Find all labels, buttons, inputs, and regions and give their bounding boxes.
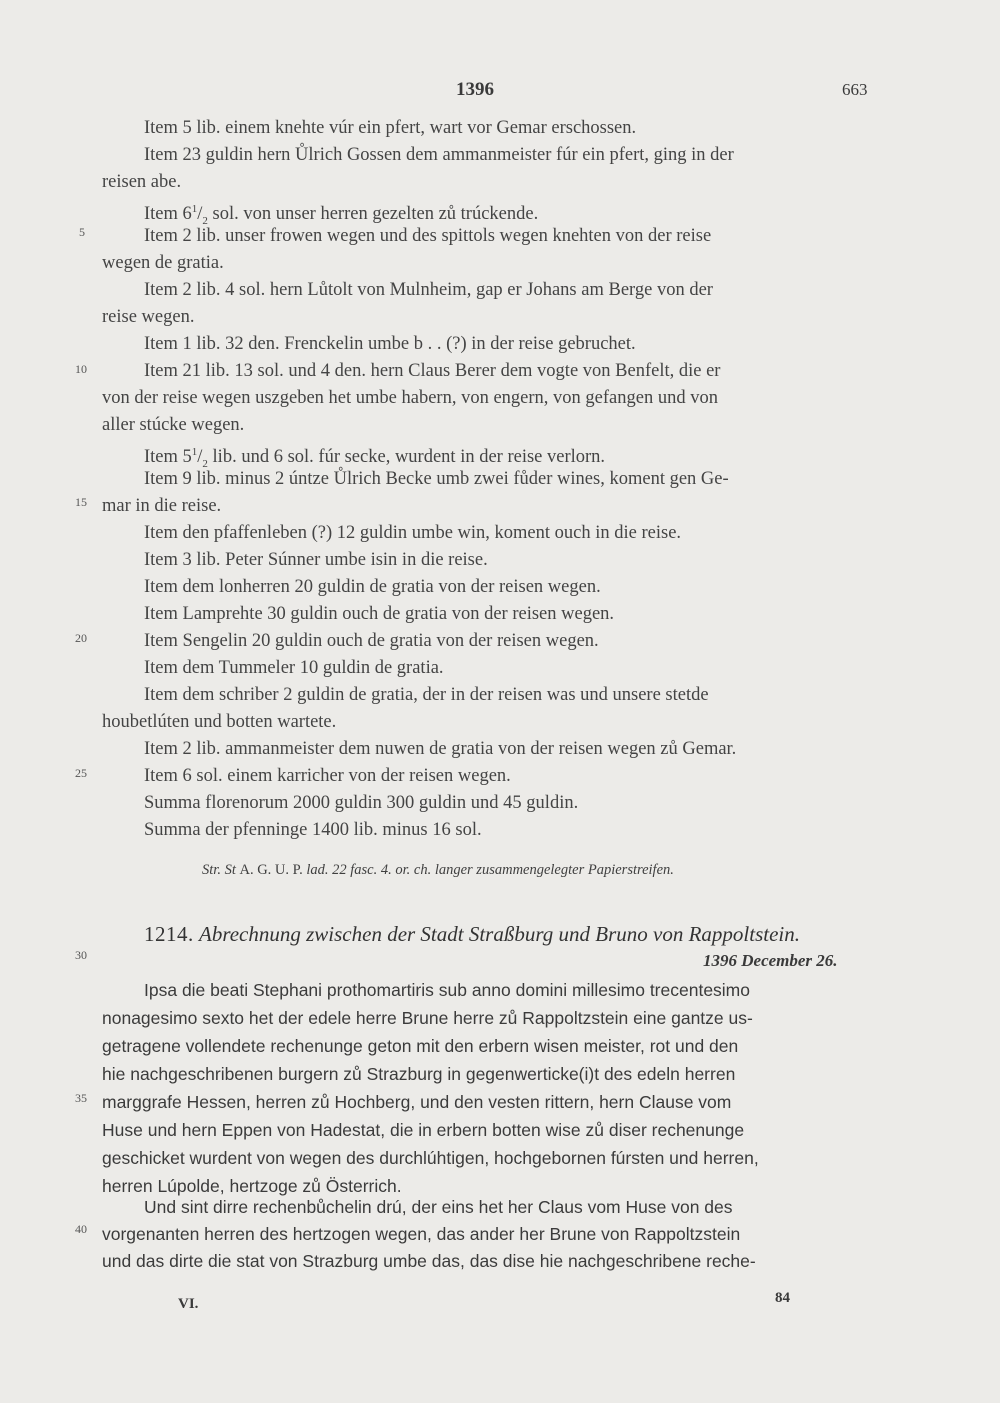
document-text-line: hie nachgeschribenen burgern zů Strazburg in gegenwerticke(i)t des edeln herren: [102, 1064, 736, 1084]
document-text-line: marggrafe Hessen, herren zů Hochberg, und den vesten rittern, hern Clause vom: [102, 1092, 732, 1112]
summa-pfenninge: Summa der pfenninge 1400 lib. minus 16 sol.: [144, 820, 482, 840]
document-text-line: geschicket wurdent von wegen des durchlúhtigen, hochgebornen fúrsten und herren,: [102, 1148, 759, 1168]
line-number: 35: [75, 1091, 87, 1105]
sheet-signature: 84: [775, 1290, 790, 1306]
account-entry: Item 2 lib. unser frowen wegen und des spittols wegen knehten von der reise: [144, 226, 712, 246]
line-number: 15: [75, 495, 87, 509]
account-entry: von der reise wegen uszgeben het umbe habern, von engern, von gefangen und von: [102, 388, 718, 408]
document-text-line: vorgenanten herren des hertzogen wegen, das ander her Brune von Rappoltzstein: [102, 1224, 741, 1244]
account-entry: Item 23 guldin hern Ůlrich Gossen dem ammanmeister fúr ein pfert, ging in der: [144, 145, 734, 165]
account-entry: Item dem schriber 2 guldin de gratia, der in der reisen was und unsere stetde: [144, 685, 709, 705]
account-entry: Item 2 lib. ammanmeister dem nuwen de gratia von der reisen wegen zů Gemar.: [144, 739, 737, 759]
account-entry: Item den pfaffenleben (?) 12 guldin umbe win, koment ouch in die reise.: [144, 523, 682, 543]
account-entry: Item 21 lib. 13 sol. und 4 den. hern Claus Berer dem vogte von Benfelt, die er: [144, 361, 721, 381]
document-heading: [144, 922, 800, 946]
document-text-line: Huse und hern Eppen von Hadestat, die in erbern botten wise zů diser rechenunge: [102, 1120, 745, 1140]
summa-florenorum: Summa florenorum 2000 guldin 300 guldin und 45 guldin.: [144, 793, 579, 813]
line-number: 10: [75, 362, 87, 376]
account-entry: Item 1 lib. 32 den. Frenckelin umbe b . . (?) in der reise gebruchet.: [144, 334, 636, 354]
document-text-line: Ipsa die beati Stephani prothomartiris sub anno domini millesimo trecentesimo: [144, 980, 750, 1000]
page-number: 663: [842, 80, 868, 99]
document-number: 1214.: [144, 922, 194, 946]
account-entry: Item dem Tummeler 10 guldin de gratia.: [144, 658, 444, 678]
line-number: 30: [75, 948, 87, 962]
document-text-line: Und sint dirre rechenbůchelin drú, der eins het her Claus vom Huse von des: [144, 1197, 733, 1217]
document-text-line: herren Lúpolde, hertzoge zů Österrich.: [102, 1176, 402, 1196]
account-entry: Item Sengelin 20 guldin ouch de gratia von der reisen wegen.: [144, 631, 599, 651]
running-head-year: 1396: [456, 79, 494, 100]
document-date: 1396 December 26.: [703, 951, 838, 970]
line-number: 25: [75, 766, 87, 780]
account-entry: Item 6 sol. einem karricher von der reisen wegen.: [144, 766, 511, 786]
document-text-line: getragene vollendete rechenunge geton mit den erbern wisen meister, rot und den: [102, 1036, 739, 1056]
line-number: 20: [75, 631, 87, 645]
account-entry: reise wegen.: [102, 307, 195, 327]
source-note: Str. St A. G. U. P. lad. 22 fasc. 4. or. ch. langer zusammengelegter Papierstreifen.: [202, 862, 674, 878]
account-entry: mar in die reise.: [102, 496, 222, 516]
account-entry: aller stúcke wegen.: [102, 415, 245, 435]
account-entry: Item 2 lib. 4 sol. hern Lůtolt von Mulnheim, gap er Johans am Berge von der: [144, 280, 713, 300]
account-entry: Item dem lonherren 20 guldin de gratia von der reisen wegen.: [144, 577, 601, 597]
account-entry: Item 9 lib. minus 2 úntze Ůlrich Becke umb zwei fůder wines, koment gen Ge-: [144, 469, 729, 489]
account-entry: Item $6^1/_2$ sol. von unser herren gezelten zů trúckende.: [144, 203, 539, 227]
account-entry: Item Lamprehte 30 guldin ouch de gratia von der reisen wegen.: [144, 604, 615, 624]
volume-signature: VI.: [178, 1296, 199, 1312]
account-entry: Item $5^1/_2$ lib. und 6 sol. fúr secke, wurdent in der reise verlorn.: [144, 446, 606, 470]
account-entry: Item 3 lib. Peter Súnner umbe isin in die reise.: [144, 550, 488, 570]
account-entry: Item 5 lib. einem knehte vúr ein pfert, wart vor Gemar erschossen.: [144, 118, 637, 138]
account-entry: reisen abe.: [102, 172, 182, 192]
account-entry: houbetlúten und botten wartete.: [102, 712, 337, 732]
account-entry: wegen de gratia.: [102, 253, 224, 273]
document-text-line: und das dirte die stat von Strazburg umbe das, das dise hie nachgeschribene reche-: [102, 1251, 756, 1271]
document-text-line: nonagesimo sexto het der edele herre Brune herre zů Rappoltzstein eine gantze us-: [102, 1008, 753, 1028]
document-title: Abrechnung zwischen der Stadt Straßburg und Bruno von Rappoltstein.: [199, 922, 800, 946]
line-number: 40: [75, 1222, 87, 1236]
line-number: 5: [79, 225, 85, 239]
